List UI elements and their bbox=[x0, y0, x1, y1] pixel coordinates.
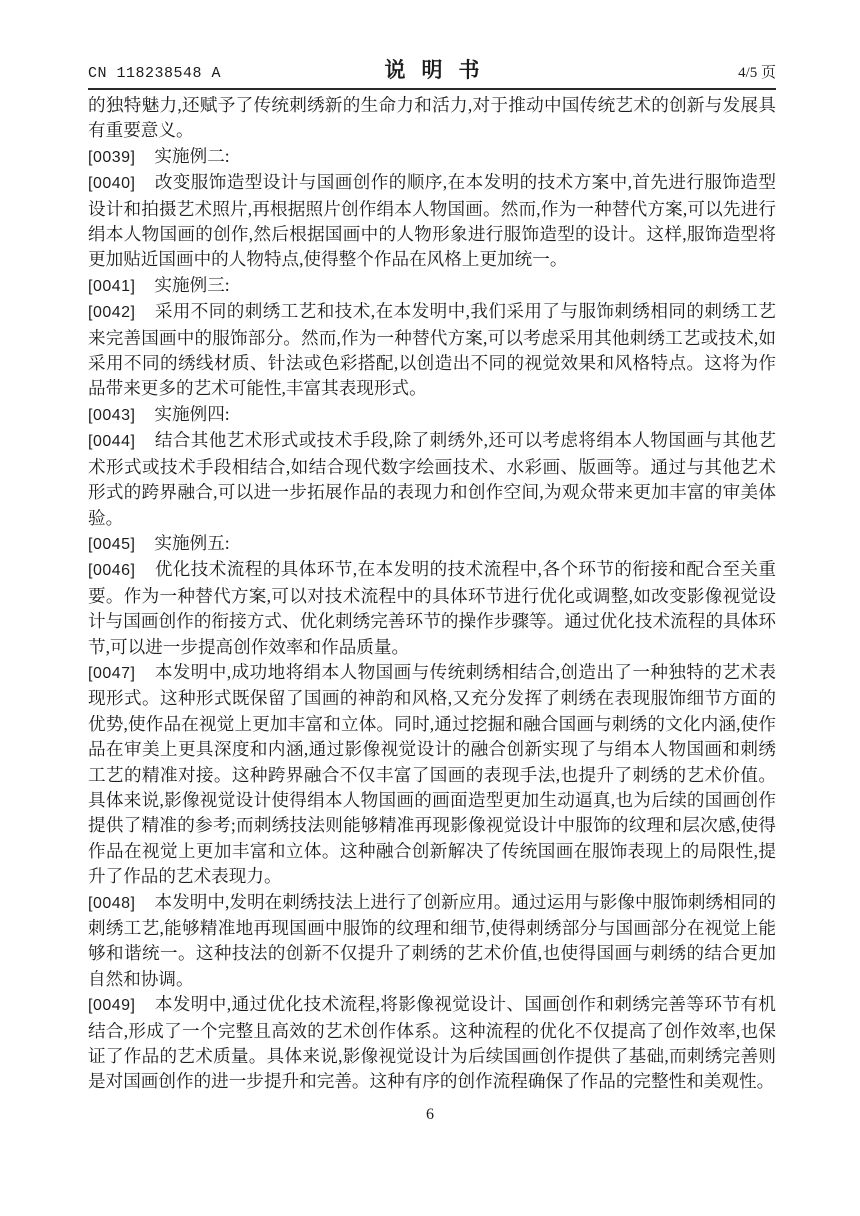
paragraph-number: [0039] bbox=[88, 148, 136, 166]
paragraph bbox=[88, 660, 776, 890]
paragraph-text: 结合其他艺术形式或技术手段,除了刺绣外,还可以考虑将绢本人物国画与其他艺术形式或技术手段相结合,如结合现代数字绘画技术、水彩画、版画等。通过与其他艺术形式的跨界融合,可以进一步拓展作品的表现力和创作空间,为观众带来更加丰富的审美体验。 bbox=[88, 430, 776, 528]
paragraph bbox=[88, 144, 776, 170]
paragraph bbox=[88, 992, 776, 1095]
paragraph-number: [0044] bbox=[88, 433, 136, 451]
paragraph-number: [0046] bbox=[88, 562, 136, 580]
paragraph-text: 改变服饰造型设计与国画创作的顺序,在本发明的技术方案中,首先进行服饰造型设计和拍摄艺术照片,再根据照片创作绢本人物国画。然而,作为一种替代方案,可以先进行绢本人物国画的创作,然后根据国画中的人物形象进行服饰造型的设计。这样,服饰造型将更加贴近国画中的人物特点,使得整个作品在风格上更加统一。 bbox=[88, 172, 776, 270]
paragraph-number: [0040] bbox=[88, 175, 136, 193]
paragraph bbox=[88, 428, 776, 531]
paragraph-text: 本发明中,发明在刺绣技法上进行了创新应用。通过运用与影像中服饰刺绣相同的刺绣工艺,能够精准地再现国画中服饰的纹理和细节,使得刺绣部分与国画部分在视觉上能够和谐统一。这种技法的创新不仅提升了刺绣的艺术价值,也使得国画与刺绣的结合更加自然和协调。 bbox=[88, 891, 776, 989]
paragraph bbox=[88, 273, 776, 299]
paragraph-number: [0041] bbox=[88, 277, 136, 295]
paragraph-text: 实施例四: bbox=[154, 403, 230, 424]
paragraph-number: [0047] bbox=[88, 664, 136, 682]
page-indicator: 4/5 页 bbox=[738, 65, 776, 81]
paragraph-text: 本发明中,成功地将绢本人物国画与传统刺绣相结合,创造出了一种独特的艺术表现形式。这种形式既保留了国画的神韵和风格,又充分发挥了刺绣在表现服饰细节方面的优势,使作品在视觉上更加丰富和立体。同时,通过挖掘和融合国画与刺绣的文化内涵,使作品在审美上更具深度和内涵,通过影像视觉设计的融合创新实现了与绢本人物国画和刺绣工艺的精准对接。这种跨界融合不仅丰富了国画的表现手法,也提升了刺绣的艺术价值。具体来说,影像视觉设计使得绢本人物国画的画面造型更加生动逼真,也为后续的国画创作提供了精准的参考;而刺绣技法则能够精准再现影像视觉设计中服饰的纹理和层次感,使得作品在视觉上更加丰富和立体。这种融合创新解决了传统国画在服饰表现上的局限性,提升了作品的艺术表现力。 bbox=[88, 661, 776, 887]
paragraph bbox=[88, 299, 776, 402]
paragraph-text: 实施例二: bbox=[154, 145, 230, 166]
paragraph bbox=[88, 93, 776, 144]
paragraph-text: 实施例五: bbox=[154, 532, 230, 553]
document-number: CN 118238548 A bbox=[88, 65, 222, 82]
paragraph bbox=[88, 170, 776, 273]
paragraph-text: 采用不同的刺绣工艺和技术,在本发明中,我们采用了与服饰刺绣相同的刺绣工艺来完善国画中的服饰部分。然而,作为一种替代方案,可以考虑采用其他刺绣工艺或技术,如采用不同的绣线材质、针法或色彩搭配,以创造出不同的视觉效果和风格特点。这将为作品带来更多的艺术可能性,丰富其表现形式。 bbox=[88, 301, 776, 399]
paragraph bbox=[88, 531, 776, 557]
paragraph-number: [0048] bbox=[88, 894, 136, 912]
paragraph-text: 优化技术流程的具体环节,在本发明的技术流程中,各个环节的衔接和配合至关重要。作为一种替代方案,可以对技术流程中的具体环节进行优化或调整,如改变影像视觉设计与国画创作的衔接方式、优化刺绣完善环节的操作步骤等。通过优化技术流程的具体环节,可以进一步提高创作效率和作品质量。 bbox=[88, 559, 776, 657]
paragraph-number: [0042] bbox=[88, 304, 136, 322]
paragraph bbox=[88, 557, 776, 660]
page-footer bbox=[0, 1106, 860, 1124]
paragraph-number: [0043] bbox=[88, 406, 136, 424]
document-body bbox=[88, 93, 776, 1095]
page-number: 6 bbox=[426, 1106, 434, 1123]
paragraph-number: [0049] bbox=[88, 997, 136, 1015]
paragraph-text: 实施例三: bbox=[154, 274, 230, 295]
paragraph-number: [0045] bbox=[88, 535, 136, 553]
paragraph bbox=[88, 402, 776, 428]
page-header bbox=[88, 52, 776, 90]
paragraph-text: 本发明中,通过优化技术流程,将影像视觉设计、国画创作和刺绣完善等环节有机结合,形成了一个完整且高效的艺术创作体系。这种流程的优化不仅提高了创作效率,也保证了作品的艺术质量。具体来说,影像视觉设计为后续国画创作提供了基础,而刺绣完善则是对国画创作的进一步提升和完善。这种有序的创作流程确保了作品的完整性和美观性。 bbox=[88, 994, 776, 1092]
document-title: 说明书 bbox=[384, 58, 496, 82]
paragraph bbox=[88, 890, 776, 993]
paragraph-text: 的独特魅力,还赋予了传统刺绣新的生命力和活力,对于推动中国传统艺术的创新与发展具有重要意义。 bbox=[88, 95, 776, 141]
